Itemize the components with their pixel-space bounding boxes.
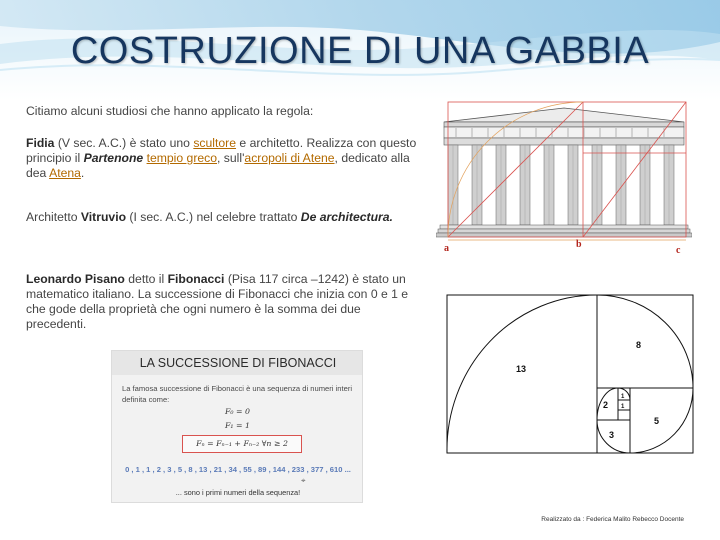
link-scultore[interactable]: scultore <box>193 136 237 150</box>
fibonacci-box-intro: La famosa successione di Fibonacci è una sequenza di numeri interi definita come: <box>122 384 353 404</box>
leonardo-text-2: (Pisa 117 circa –1242) è stato un matematico italiano. La successione di Fibonacci che inizia con 0 e 1 e che gode della proprietà che ogni numero è la somma dei due precedenti. <box>26 272 409 331</box>
formula-f1: F₁ = 1 <box>225 421 250 430</box>
formula-f0: F₀ = 0 <box>225 407 250 416</box>
temple-label-b: b <box>576 239 582 250</box>
fidia-text-2: e architetto. Realizza con questo principio il <box>26 136 417 165</box>
leonardo-name: Leonardo Pisano <box>26 272 125 286</box>
vitruvio-paragraph <box>26 210 424 225</box>
cursor-icon: ⌖ <box>301 476 306 485</box>
fidia-text-1: (V sec. A.C.) è stato uno <box>54 136 194 150</box>
fidia-work: Partenone <box>83 151 144 165</box>
spiral-label-13: 13 <box>516 364 527 374</box>
leonardo-text-1: detto il <box>124 272 168 286</box>
formula-recurrence: Fₙ = Fₙ₋₁ + Fₙ₋₂ ∀n ≥ 2 <box>182 435 302 453</box>
fidia-text-4: , sull' <box>217 151 245 165</box>
fidia-name: Fidia <box>26 136 55 150</box>
fibonacci-box-ending: ... sono i primi numeri della sequenza! <box>175 488 301 497</box>
temple-label-c: c <box>676 245 681 256</box>
fidia-text-6: . <box>80 166 85 180</box>
fibonacci-spiral-image <box>444 292 696 460</box>
spiral-label-5: 5 <box>654 416 660 426</box>
spiral-label-8: 8 <box>636 340 642 350</box>
link-acropoli-di-atene[interactable]: acropoli di Atene <box>244 151 335 165</box>
link-tempio-greco[interactable]: tempio greco <box>146 151 218 165</box>
leonardo-paragraph <box>26 272 424 332</box>
leonardo-nickname: Fibonacci <box>167 272 225 286</box>
spiral-label-1a: 1 <box>621 394 625 400</box>
fibonacci-sequence: 0 , 1 , 1 , 2 , 3 , 5 , 8 , 13 , 21 , 34 , 55 , 89 , 144 , 233 , 377 , 610 ... <box>125 465 351 474</box>
fibonacci-box-heading: LA SUCCESSIONE DI FIBONACCI <box>112 351 363 375</box>
vitruvio-work: De architectura. <box>300 210 393 224</box>
temple-label-a: a <box>444 243 449 254</box>
link-atena[interactable]: Atena <box>49 166 81 180</box>
slide-title: COSTRUZIONE DI UNA GABBIA <box>70 30 650 72</box>
footer-credit: Realizzato da : Federica Malito Rebecco Docente <box>541 516 684 523</box>
spiral-label-3: 3 <box>609 430 615 440</box>
fidia-text-5: , dedicato alla dea <box>26 151 410 180</box>
fibonacci-definition-box <box>111 350 363 503</box>
vitruvio-text-1: Architetto <box>26 210 81 224</box>
vitruvio-name: Vitruvio <box>80 210 127 224</box>
vitruvio-text-2: (I sec. A.C.) nel celebre trattato <box>126 210 301 224</box>
spiral-label-1b: 1 <box>621 404 625 410</box>
parthenon-golden-ratio-image <box>436 98 692 258</box>
intro-text: Citiamo alcuni studiosi che hanno applicato la regola: <box>26 104 314 118</box>
spiral-label-2: 2 <box>603 400 609 410</box>
fidia-paragraph <box>26 136 424 181</box>
